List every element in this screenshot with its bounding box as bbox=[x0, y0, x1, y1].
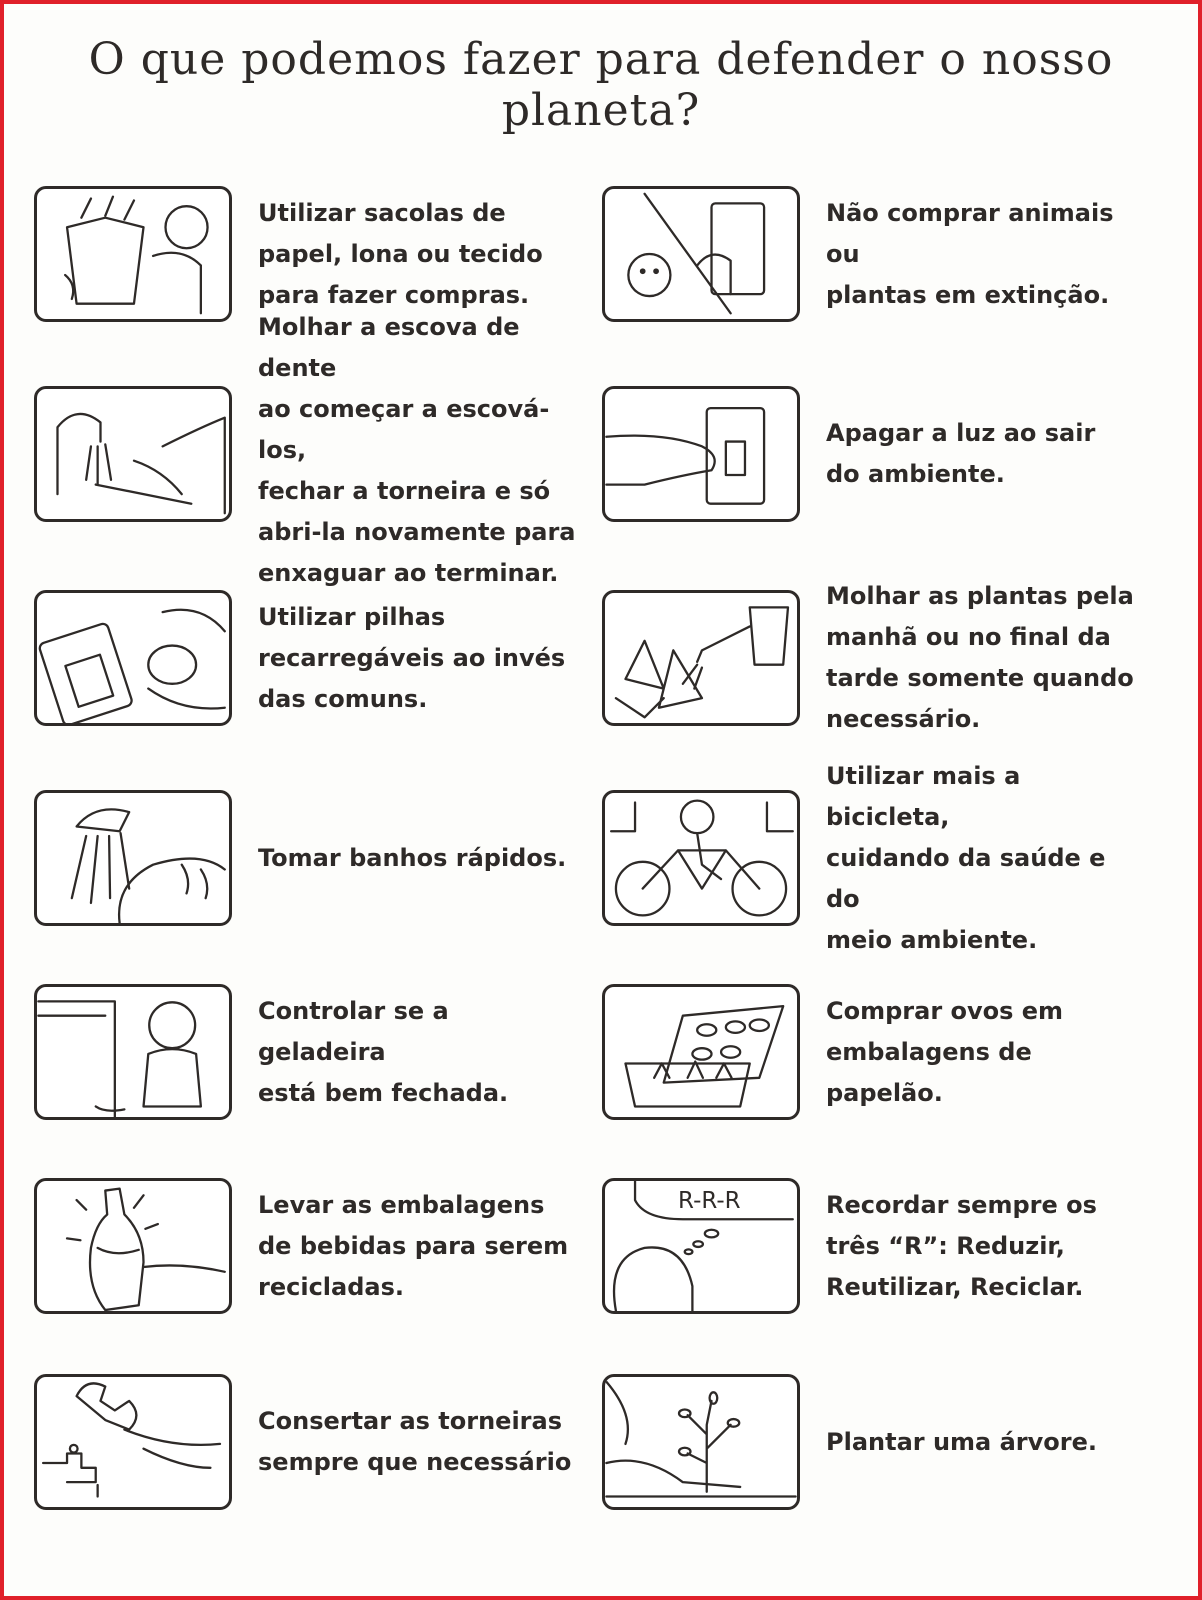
tip-text: Comprar ovos em embalagens de papelão. bbox=[826, 996, 1064, 1107]
bottle-icon bbox=[34, 1178, 232, 1314]
tip-text: Plantar uma árvore. bbox=[826, 1427, 1097, 1456]
tip-text: Apagar a luz ao sair do ambiente. bbox=[826, 419, 1096, 488]
tip-text: Utilizar pilhas recarregáveis ao invés das comuns. bbox=[258, 602, 566, 713]
fridge-icon bbox=[34, 984, 232, 1120]
tip-text: Levar as embalagens de bebidas para serem recicladas. bbox=[258, 1190, 569, 1301]
no-animal-trade-icon bbox=[602, 186, 800, 322]
rrr-bubble-text: R-R-R bbox=[678, 1187, 741, 1214]
watering-can-icon bbox=[602, 590, 800, 726]
wrench-tap-icon bbox=[34, 1374, 232, 1510]
shower-icon bbox=[34, 790, 232, 926]
paper-bag-icon bbox=[34, 186, 232, 322]
toothbrush-tap-icon bbox=[34, 386, 232, 522]
egg-carton-icon bbox=[602, 984, 800, 1120]
tip-text: Molhar as plantas pela manhã ou no final da tarde somente quando necessário. bbox=[826, 582, 1134, 733]
tip-text: Utilizar sacolas de papel, lona ou tecido para fazer compras. bbox=[258, 198, 543, 309]
planting-tree-icon bbox=[602, 1374, 800, 1510]
thinking-rrr-icon bbox=[602, 1178, 800, 1314]
page-title: O que podemos fazer para defender o nosso planeta? bbox=[88, 34, 1114, 136]
tip-text: Não comprar animais ou plantas em extinção. bbox=[826, 198, 1114, 309]
tip-text: Utilizar mais a bicicleta, cuidando da saúde e do meio ambiente. bbox=[826, 761, 1106, 954]
battery-charger-icon bbox=[34, 590, 232, 726]
light-switch-icon bbox=[602, 386, 800, 522]
tip-text: Controlar se a geladeira está bem fechada. bbox=[258, 996, 509, 1107]
tip-text: Molhar a escova de dente ao começar a escová-los, fechar a torneira e só abri-la novamente para enxaguar ao terminar. bbox=[258, 312, 576, 587]
tip-text: Recordar sempre os três “R”: Reduzir, Reutilizar, Reciclar. bbox=[826, 1190, 1097, 1301]
bicycle-icon bbox=[602, 790, 800, 926]
tip-text: Consertar as torneiras sempre que necessário bbox=[258, 1407, 572, 1476]
tip-text: Tomar banhos rápidos. bbox=[258, 843, 567, 872]
